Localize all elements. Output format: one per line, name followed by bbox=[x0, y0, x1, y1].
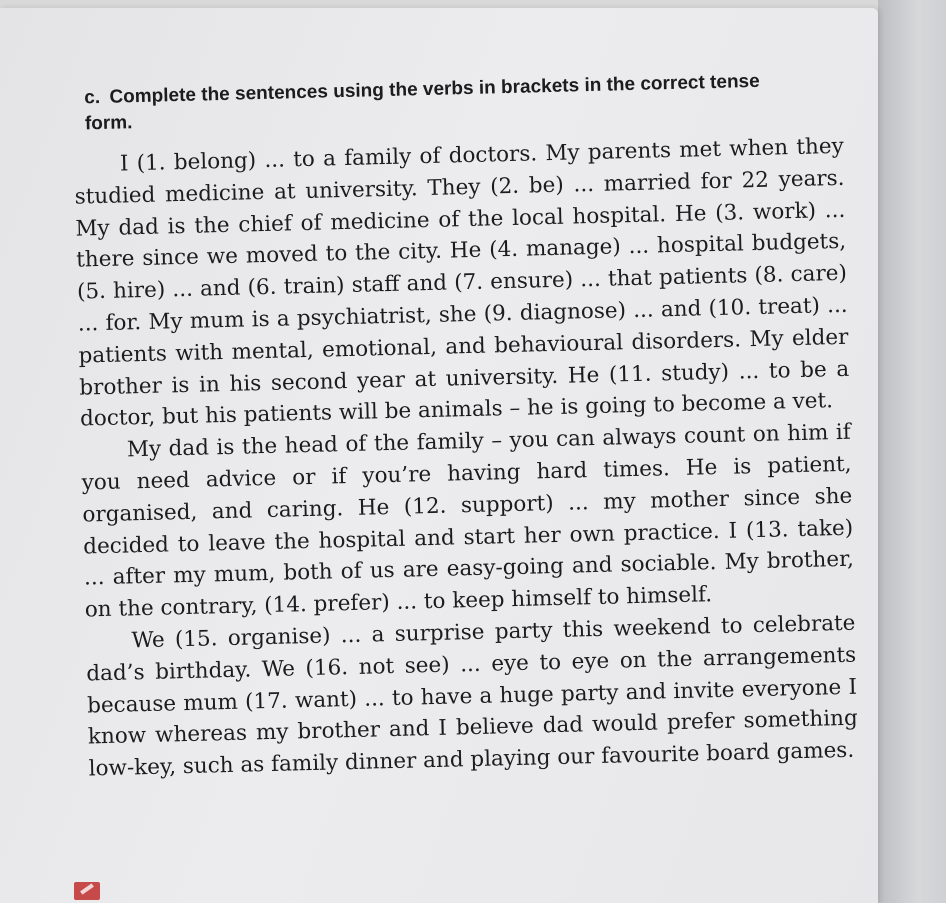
paragraph-2: My dad is the head of the family – you can always count on him if you need advice or if you’re having hard times. He is patient, organised, and caring. He (12. support) ... my mother since she decided to leave the hospital and start her own practice. I (13. take) ... after my mum, both of us are easy-going and sociable. My brother, on the contrary, (14. prefer) ... to keep himself to himself. bbox=[81, 419, 855, 623]
paragraph-1: I (1. belong) ... to a family of doctors. My parents met when they studied medicine at university. They (2. be) ... married for 22 years. My dad is the chief of medicine of the local hospital. He (3. work) ... there since we moved to the city. He (4. manage) ... hospital budgets, (5. hire) ... and (6. train) staff and (7. ensure) ... that patients (8. care) ... for. My mum is a psychiatrist, she (9. diagnose) ... and (10. treat) ... patients with mental, emotional, and behavioural disorders. My elder brother is in his second year at university. He (11. study) ... to be a doctor, but his patients will be animals – he is going to become a vet. bbox=[74, 133, 850, 432]
exercise-text bbox=[74, 131, 859, 786]
adjacent-page-edge bbox=[878, 0, 946, 903]
instruction-text: Complete the sentences using the verbs in brackets in the correct tense form. bbox=[84, 70, 760, 135]
paragraph-3: We (15. organise) ... a surprise party this weekend to celebrate dad’s birthday. We (16. not see) ... eye to eye on the arrangements because mum (17. want) ... to have a huge party and invite everyone I know whereas my brother and I believe dad would prefer something low-key, such as family dinner and playing our favourite board games. bbox=[86, 610, 858, 782]
exercise-block bbox=[58, 67, 858, 786]
edit-pencil-icon bbox=[74, 882, 100, 900]
exercise-label: c. bbox=[84, 86, 101, 109]
